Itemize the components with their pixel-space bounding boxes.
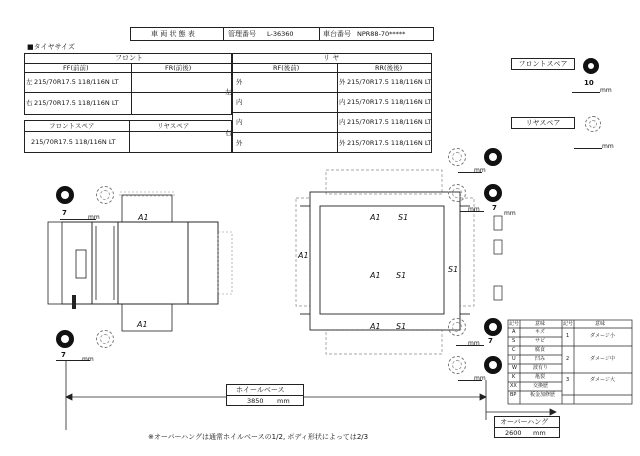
- rear-right-outer-dashed-tire: [448, 318, 466, 336]
- legend-grade-meaning: ダメージ大: [590, 377, 615, 383]
- rear-group-header: リ ヤ: [323, 54, 340, 62]
- legend-grade-code: 1: [566, 333, 570, 339]
- rear-size-row-1: 215/70R17.5 118/116N LT: [347, 78, 432, 86]
- rear-tread-unit-1b: mm: [504, 210, 516, 217]
- rear-left-outer-tire-icon: [484, 148, 502, 166]
- spare-front-size: 215/70R17.5 118/116N LT: [31, 138, 116, 146]
- rr-outer-1: 外: [339, 78, 346, 86]
- front-left-tread-value: 7: [62, 209, 67, 217]
- overhang-unit: mm: [533, 429, 546, 437]
- front-left-size: 215/70R17.5 118/116N LT: [34, 78, 119, 86]
- overhang-label: オーバーハング: [500, 418, 549, 426]
- front-group-header: フロント: [115, 54, 143, 62]
- legend-header-code-2: 記号: [563, 321, 574, 327]
- rear-left-inner-tire-icon: [484, 184, 502, 202]
- front-spare-label: フロントスペア: [518, 60, 568, 68]
- legend-meaning: 亀裂: [535, 374, 546, 380]
- rear-size-row-3: 215/70R17.5 118/116N LT: [347, 118, 432, 126]
- mark-s1-top: S1: [398, 213, 409, 222]
- management-number-label: 管理番号: [228, 30, 256, 38]
- mark-a1-cab-top: A1: [138, 213, 149, 222]
- document-title: 車 両 状 態 表: [151, 30, 195, 38]
- legend-meaning: 腐食: [535, 347, 546, 353]
- rear-left-outer-unit: mm: [474, 167, 486, 174]
- front-left-dashed-tire: [96, 186, 114, 204]
- footnote: ※オーバーハングは通常ホイルベースの1/2, ボディ形状によっては2/3: [148, 433, 369, 441]
- legend-code: XX: [510, 383, 517, 389]
- wheelbase-box: [226, 384, 304, 406]
- tire-section-title: ■タイヤサイズ: [27, 43, 75, 51]
- legend-code: K: [512, 374, 516, 380]
- rear-left-mark: 左: [225, 88, 232, 96]
- legend-meaning: 板金加修歴: [530, 392, 556, 398]
- legend-grade-meaning: ダメージ小: [590, 333, 615, 339]
- rear-inner-1: 内: [236, 98, 243, 106]
- rear-right-inner-tire-icon: [484, 356, 502, 374]
- front-left-tire-icon: [56, 186, 74, 204]
- legend-meaning: 交換歴: [533, 383, 549, 389]
- front-right-mark: 右: [26, 99, 33, 107]
- front-right-dashed-tire: [96, 330, 114, 348]
- legend-code: C: [512, 347, 516, 353]
- mark-a1-bottom: A1: [370, 322, 381, 331]
- legend-meaning: サビ: [535, 338, 546, 344]
- legend-code: BP: [510, 392, 517, 398]
- mark-a1-center: A1: [370, 271, 381, 280]
- wheelbase-label: ホイールベース: [236, 386, 285, 394]
- legend-header-meaning-1: 意味: [535, 321, 546, 327]
- wheelbase-unit: mm: [277, 397, 290, 405]
- legend-code: A: [512, 329, 516, 335]
- legend-grade-meaning: ダメージ中: [590, 356, 615, 362]
- legend-meaning: 凹み: [535, 356, 546, 362]
- rear-left-inner-dashed-tire: [448, 184, 466, 202]
- front-left-tread-unit: mm: [88, 214, 100, 221]
- wheelbase-value: 3850: [247, 397, 264, 405]
- spare-front-header: フロントスペア: [49, 122, 95, 130]
- front-right-size: 215/70R17.5 118/116N LT: [34, 99, 119, 107]
- rear-spare-unit: mm: [602, 143, 614, 150]
- rear-right-inner-unit: mm: [474, 375, 486, 382]
- front-spare-tire-icon: [583, 58, 599, 74]
- front-spare-unit: mm: [600, 87, 612, 94]
- front-left-mark: 左: [26, 78, 33, 86]
- legend-grade-code: 3: [566, 377, 570, 383]
- legend-header-meaning-2: 意味: [595, 321, 606, 327]
- rear-inner-2: 内: [236, 118, 243, 126]
- mark-s1-bottom: S1: [396, 322, 407, 331]
- rear-right-mark: 右: [225, 129, 232, 137]
- rear-left-outer-dashed-tire: [448, 148, 466, 166]
- mark-s1-right: S1: [448, 265, 459, 274]
- rear-tread-value-2: 7: [488, 337, 493, 345]
- rear-outer-2: 外: [236, 139, 243, 147]
- rear-right-inner-dashed-tire: [448, 356, 466, 374]
- overhang-value: 2600: [505, 429, 522, 437]
- chassis-number-value: NPR88-70*****: [357, 30, 406, 38]
- chassis-number-label: 車台番号: [323, 30, 351, 38]
- legend-meaning: キズ: [535, 329, 545, 335]
- rear-tread-unit-2: mm: [468, 340, 480, 347]
- rear-tread-unit-1: mm: [468, 206, 480, 213]
- front-spare-value: 10: [584, 79, 594, 87]
- mark-a1-cab-bottom: A1: [137, 320, 148, 329]
- legend-code: U: [512, 356, 516, 362]
- front-right-tire-icon: [56, 330, 74, 348]
- rear-right-outer-tire-icon: [484, 318, 502, 336]
- front-right-tread-value: 7: [61, 351, 66, 359]
- rf-header: RF(後前): [273, 64, 300, 72]
- rear-size-row-4: 215/70R17.5 118/116N LT: [347, 139, 432, 147]
- rear-size-row-2: 215/70R17.5 118/116N LT: [347, 98, 432, 106]
- mark-a1-side: A1: [298, 251, 309, 260]
- rear-spare-label: リヤスペア: [525, 119, 561, 127]
- overhang-box: [494, 416, 560, 438]
- mark-a1-top: A1: [370, 213, 381, 222]
- rear-outer-1: 外: [236, 78, 243, 86]
- rear-tread-value-1: 7: [492, 204, 497, 212]
- rr-outer-2: 外: [339, 139, 346, 147]
- management-number-value: L-36360: [267, 30, 294, 38]
- legend-code: S: [512, 338, 516, 344]
- legend-header-code-1: 記号: [509, 321, 520, 327]
- rr-header: RR(後後): [375, 64, 403, 72]
- front-right-tread-unit: mm: [82, 356, 94, 363]
- rr-inner-1: 内: [339, 98, 346, 106]
- fr-header: FR(前後): [165, 64, 192, 72]
- mark-s1-center: S1: [396, 271, 407, 280]
- rr-inner-2: 内: [339, 118, 346, 126]
- legend-code: W: [512, 365, 517, 371]
- legend-grade-code: 2: [566, 356, 570, 362]
- legend-meaning: 波有り: [533, 365, 549, 371]
- ff-header: FF(前前): [63, 64, 89, 72]
- spare-rear-header: リヤスペア: [157, 122, 190, 130]
